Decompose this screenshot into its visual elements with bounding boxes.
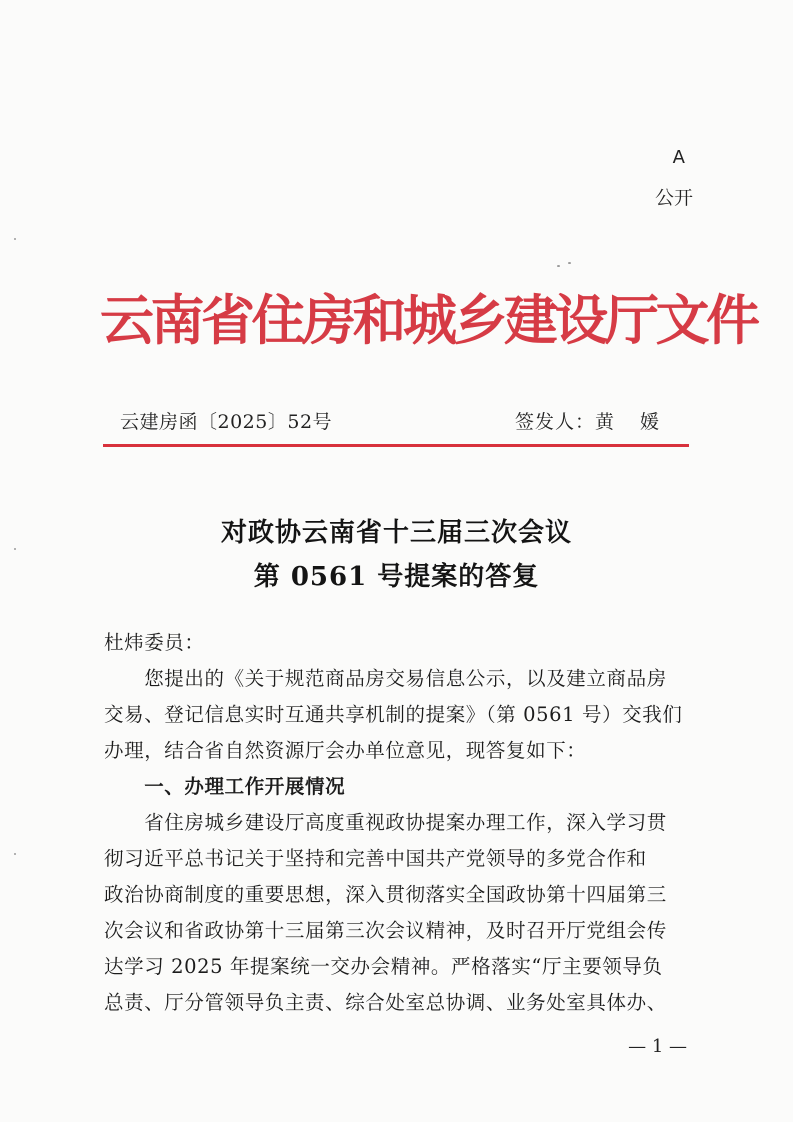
signer-name: 黄 媛 (594, 411, 669, 433)
body-line: 省住房城乡建设厅高度重视政协提案办理工作，深入学习贯 (104, 811, 667, 834)
salutation: 杜炜委员： (104, 631, 205, 654)
signer (515, 407, 669, 434)
red-divider (103, 444, 689, 447)
scan-speck (14, 238, 16, 240)
document-title-line1: 对政协云南省十三届三次会议 (220, 518, 572, 548)
body-line: 您提出的《关于规范商品房交易信息公示，以及建立商品房 (104, 667, 667, 690)
classification-mark: A (672, 147, 685, 168)
scan-speck (14, 853, 16, 855)
signer-label: 签发人： (514, 411, 595, 433)
scan-speck (568, 262, 571, 264)
disclosure-mark: 公开 (654, 187, 693, 209)
body-line: 次会议和省政协第十三届第三次会议精神，及时召开厅党组会传 (104, 919, 667, 942)
issuer-title: 云南省住房和城乡建设厅文件 (100, 289, 757, 352)
body-line: 总责、厅分管领导负主责、综合处室总协调、业务处室具体办、 (104, 991, 667, 1014)
page-number: — 1 — (628, 1036, 687, 1057)
section-heading: 一、办理工作开展情况 (104, 775, 346, 798)
document-number: 云建房函〔2025〕52号 (120, 411, 333, 433)
body-line: 办理，结合省自然资源厅会办单位意见，现答复如下： (104, 739, 587, 762)
document-title-line2: 第 0561 号提案的答复 (253, 562, 540, 592)
scan-speck (557, 265, 560, 267)
scan-speck (14, 548, 16, 550)
body-line: 彻习近平总书记关于坚持和完善中国共产党领导的多党合作和 (104, 847, 647, 870)
body-line: 交易、登记信息实时互通共享机制的提案》（第 0561 号）交我们 (104, 703, 683, 726)
body-line: 达学习 2025 年提案统一交办会精神。严格落实“厅主要领导负 (104, 955, 663, 978)
body-line: 政治协商制度的重要思想，深入贯彻落实全国政协第十四届第三 (104, 883, 667, 906)
